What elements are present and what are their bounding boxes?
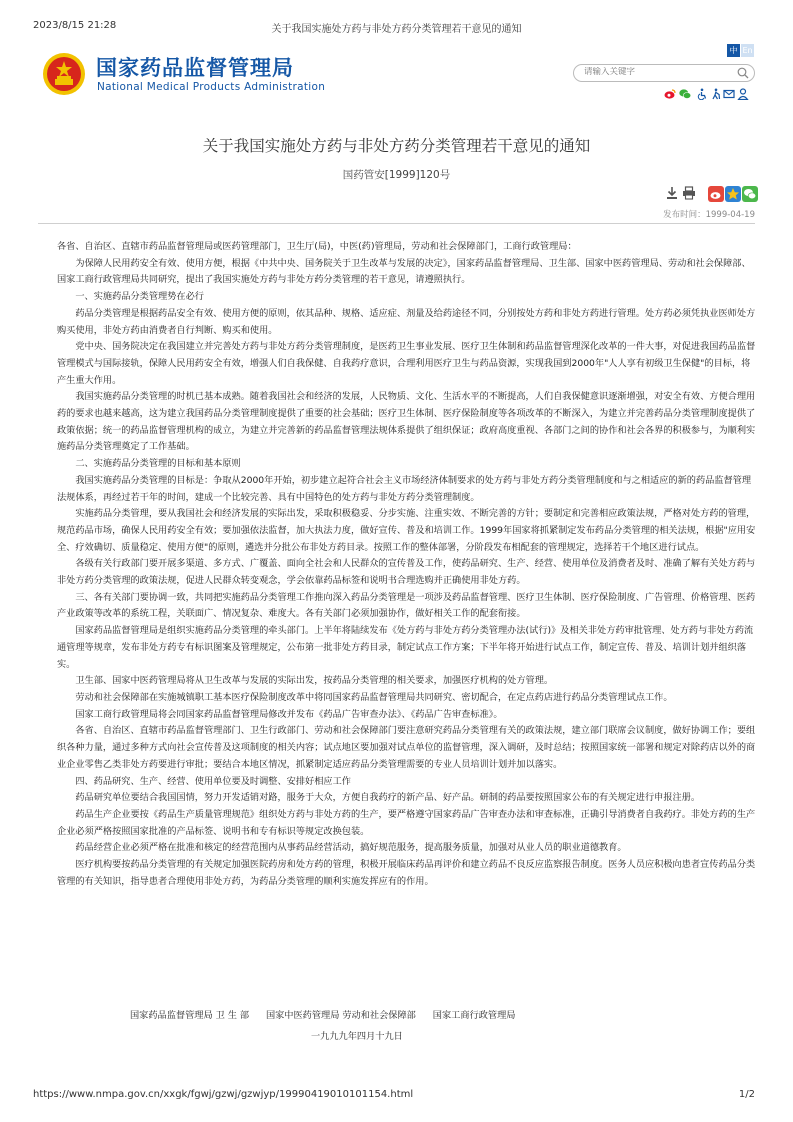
article-paragraph: 各省、自治区、直辖市药品监督管理局或医药管理部门，卫生厅(局)，中医(药)管理局，劳动和社会保障部门，工商行政管理局：: [57, 241, 577, 252]
article-paragraph: 四、药品研究、生产、经营、使用单位要及时调整、安排好相应工作: [57, 775, 351, 787]
wechat-icon[interactable]: [679, 88, 691, 100]
article-paragraph: 二、实施药品分类管理的目标和基本原则: [57, 458, 241, 470]
print-page-number: 1/2: [738, 1089, 755, 1100]
sign-date: 一九九九年四月十九日: [311, 1031, 403, 1042]
print-page-title: 关于我国实施处方药与非处方药分类管理若干意见的通知: [271, 24, 522, 35]
mail-icon[interactable]: [723, 88, 735, 100]
elder-mode-icon[interactable]: [710, 88, 722, 100]
accessibility-icon[interactable]: [696, 88, 708, 100]
article-title: 关于我国实施处方药与非处方药分类管理若干意见的通知: [202, 137, 591, 155]
document-number: 国药管安[1999]120号: [342, 169, 451, 181]
national-emblem-icon[interactable]: [42, 52, 86, 96]
search-box: [573, 64, 755, 82]
publish-date: 发布时间：1999-04-19: [663, 210, 755, 220]
download-icon[interactable]: [666, 186, 678, 200]
article-paragraph: 为保障人民用药安全有效、使用方便，根据《中共中央、国务院关于卫生改革与发展的决定》，国家药品监督管理局、卫生部、国家中医药管理局、劳动和社会保障部、国家工商行政管理局共同研究，提出了我国实施处方药与非处方药分类管理的若干意见，请遵照执行。: [57, 257, 751, 286]
article-paragraph: 国家工商行政管理局将会同国家药品监督管理局修改并发布《药品广告审查办法》、《药品广告审查标准》。: [57, 708, 503, 720]
article-paragraph: 药品经营企业必须严格在批准和核定的经营范围内从事药品经营活动，搞好规范服务，提高服务质量，加强对从业人员的职业道德教育。: [57, 842, 627, 854]
article-paragraph: 各级有关行政部门要开展多渠道、多方式、广覆盖、面向全社会和人民群众的宣传普及工作，使药品研究、生产、经营、使用单位及消费者及时、准确了解有关处方药与非处方药分类管理的政策法规，促进人民群众转变观念，学会依靠药品标签和说明书合理选购并正确使用非处方药。: [57, 558, 756, 587]
article-paragraph: 实施药品分类管理，要从我国社会和经济发展的实际出发，采取积极稳妥、分步实施、注重实效、不断完善的方针；要制定和完善相应政策法规，严格对处方药的管理，规范药品市场，确保人民用药安全有效；要加强依法监督，加大执法力度，做好宣传、普及和培训工作。1999年国家将抓紧制定发布药品分类管理的相关法规，根据"应用安全、疗效确切、质量稳定、使用方便"的原则，遴选并分批公布非处方药目录。按照工作的整体部署，分阶段发布相配套的管理规定，选择若干个地区进行试点。: [57, 508, 756, 553]
article-paragraph: 我国实施药品分类管理的目标是：争取从2000年开始，初步建立起符合社会主义市场经济体制要求的处方药与非处方药分类管理制度和与之相适应的新的药品监督管理法规体系，再经过若干年的时间，建成一个比较完善、具有中国特色的处方药与非处方药分类管理制度。: [57, 474, 752, 503]
article-paragraph: 国家药品监督管理局是组织实施药品分类管理的牵头部门。上半年将陆续发布《处方药与非处方药分类管理办法(试行)》及相关非处方药审批管理、处方药与非处方药流通管理等规章，发布非处方药专有标识图案及管理规定，公布第一批非处方药目录，制定试点工作方案；下半年将开始进行试点工作，制定宣传、普及、培训计划并组织落实。: [57, 625, 754, 670]
article-body: [57, 239, 757, 890]
signatory: 国家工商行政管理局: [432, 1010, 516, 1021]
print-icon[interactable]: [682, 186, 696, 200]
search-input[interactable]: [584, 67, 724, 77]
article-paragraph: 我国实施药品分类管理的时机已基本成熟。随着我国社会和经济的发展，人民物质、文化、生活水平的不断提高，人们自我保健意识逐渐增强，对安全有效、方便合理用药的要求也越来越高，这为建立我国药品分类管理制度提供了重要的社会基础；医疗卫生体制、医疗保险制度等各项改革的不断深入，为建立并完善药品分类管理制度提供了政策依据；统一的药品监督管理机构的成立，为建立并完善新的药品监督管理法规体系提供了组织保证；政府高度重视、各部门之间的协作和社会各界的积极参与，为顺利实施药品分类管理奠定了工作基础。: [57, 391, 756, 453]
article-paragraph: 医疗机构要按药品分类管理的有关规定加强医院药房和处方药的管理，积极开展临床药品再评价和建立药品不良反应监察报告制度。医务人员应积极向患者宣传药品分类管理的有关知识，指导患者合理使用非处方药，为药品分类管理的顺利实施发挥应有的作用。: [57, 859, 756, 887]
article-paragraph: 卫生部、国家中医药管理局将从卫生改革与发展的实际出发，按药品分类管理的相关要求，加强医疗机构的处方管理。: [57, 675, 554, 687]
print-url: https://www.nmpa.gov.cn/xxgk/fgwj/gzwj/gzwjyp/19990419010101154.html: [33, 1089, 414, 1100]
share-wechat-icon[interactable]: [742, 186, 758, 202]
article-paragraph: 药品研究单位要结合我国国情，努力开发适销对路，服务于大众，方便自我药疗的新产品、好产品。研制的药品要按照国家公布的有关规定进行申报注册。: [57, 792, 701, 804]
signatory: 国家药品监督管理局 卫 生 部: [130, 1010, 250, 1021]
search-icon[interactable]: [737, 67, 749, 79]
article-paragraph: 药品生产企业要按《药品生产质量管理规范》组织处方药与非处方药的生产，要严格遵守国家药品广告审查办法和审查标准，正确引导消费者自我药疗。非处方药的生产企业必须严格按照国家批准的产品标签、说明书和专有标识等规定改换包装。: [57, 808, 756, 837]
site-name-en[interactable]: National Medical Products Administration: [97, 81, 326, 93]
site-name-cn[interactable]: 国家药品监督管理局: [96, 56, 294, 80]
article-paragraph: 一、实施药品分类管理势在必行: [57, 291, 204, 303]
article-paragraph: 劳动和社会保障部在实施城镇职工基本医疗保险制度改革中将同国家药品监督管理局共同研究、密切配合，在定点药店进行药品分类管理试点工作。: [57, 691, 673, 703]
article-paragraph: 各省、自治区、直辖市药品监督管理部门、卫生行政部门、劳动和社会保障部门要注意研究药品分类管理有关的政策法规，建立部门联席会议制度，做好协调工作；要组织各种力量，通过多种方式向社会宣传普及这项制度的相关内容；试点地区要加强对试点单位的监督管理，深入调研，及时总结；按照国家统一部署和规定对除药店以外的商业企业零售乙类非处方药要进行审批；要结合本地区情况，抓紧制定适应药品分类管理需要的专业人员培训计划并加以落实。: [57, 725, 756, 770]
share-weibo-icon[interactable]: [708, 186, 724, 202]
article-paragraph: 药品分类管理是根据药品安全有效、使用方便的原则，依其品种、规格、适应症、剂量及给药途径不同，分别按处方药和非处方药进行管理。处方药必须凭执业医师处方购买使用，非处方药由消费者自行判断、购买和使用。: [57, 307, 756, 336]
divider: [38, 223, 755, 224]
article-paragraph: 三、各有关部门要协调一致，共同把实施药品分类管理工作推向深入药品分类管理是一项涉及药品监督管理、医疗卫生体制、医疗保险制度、广告管理、价格管理、医药产业政策等改革的系统工程，关联面广、情况复杂、难度大。各有关部门必须加强协作，做好相关工作的配套衔接。: [57, 591, 756, 620]
article-paragraph: 党中央、国务院决定在我国建立并完善处方药与非处方药分类管理制度，是医药卫生事业发展、医疗卫生体制和药品监督管理深化改革的一件大事，对促进我国药品监督管理模式与国际接轨，保障人民用药安全有效，增强人们自我保健、自我药疗意识，合理利用医疗卫生与药品资源，实现我国到2000年"人人享有初级卫生保健"的目标，将产生重大作用。: [57, 341, 756, 386]
language-switch: [727, 44, 754, 57]
print-header: [0, 20, 793, 34]
user-icon[interactable]: [737, 88, 749, 100]
signatory: 国家中医药管理局 劳动和社会保障部: [265, 1010, 416, 1021]
weibo-icon[interactable]: [664, 88, 676, 100]
share-qzone-icon[interactable]: [725, 186, 741, 202]
lang-en-button[interactable]: En: [742, 46, 753, 55]
signatories: [130, 1007, 529, 1021]
lang-zh-button[interactable]: 中: [727, 44, 740, 57]
print-datetime: 2023/8/15 21:28: [33, 20, 117, 31]
